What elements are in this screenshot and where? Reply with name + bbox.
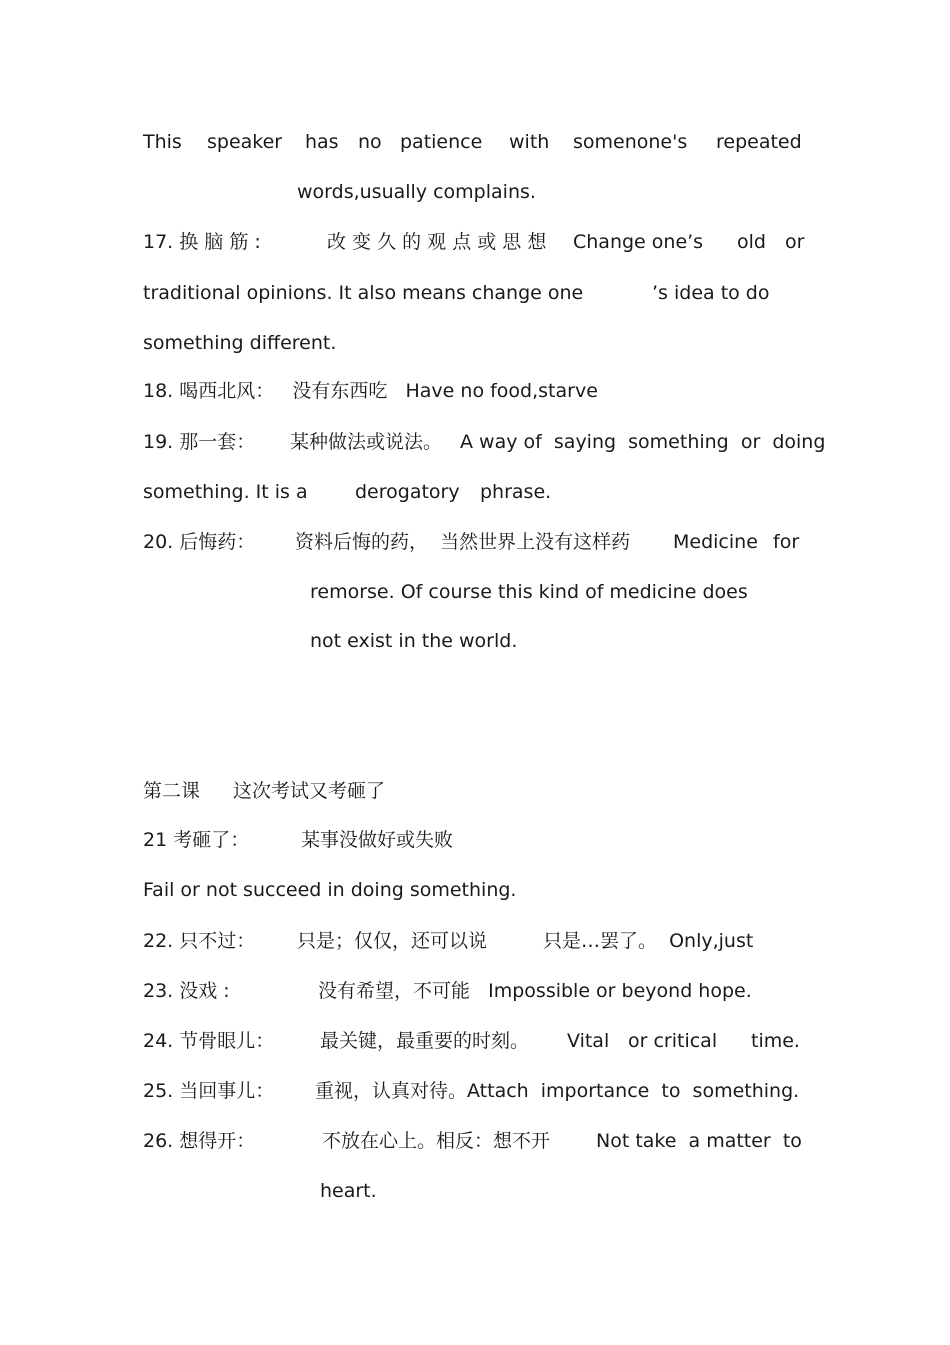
text-line: words,usually complains.: [297, 181, 536, 203]
lesson-number: 第二课: [143, 780, 201, 802]
entry-definition-en: Not take a matter to: [596, 1130, 802, 1152]
entry-term: 20. 后悔药：: [143, 531, 256, 553]
entry-term: 25. 当回事儿：: [143, 1080, 275, 1102]
entry-definition-cn: 只是；仅仅，还可以说: [297, 930, 488, 952]
entry-definition-cn: 资料后悔的药， 当然世界上没有这样药: [295, 531, 631, 553]
entry-term: 17. 换 脑 筋 :: [143, 231, 261, 253]
text-line: has: [305, 131, 339, 153]
entry-definition: 重视，认真对待。Attach importance to something.: [315, 1080, 800, 1102]
text-line: heart.: [320, 1180, 377, 1202]
lesson-title: 这次考试又考砸了: [233, 780, 386, 802]
entry-definition-en: Vital: [567, 1030, 610, 1052]
entry-term: 26. 想得开：: [143, 1130, 256, 1152]
text-line: phrase.: [480, 481, 552, 503]
entry-term: 21 考砸了：: [143, 829, 250, 851]
entry-definition-cn: 某种做法或说法。: [290, 431, 443, 453]
entry-definition-cn: 改 变 久 的 观 点 或 思 想: [327, 231, 547, 253]
text-line: something different.: [143, 332, 337, 354]
text-line: patience: [400, 131, 483, 153]
entry-line: 18. 喝西北风： 没有东西吃 Have no food,starve: [143, 380, 598, 402]
entry-definition-cn: 不放在心上。相反：想不开: [322, 1130, 551, 1152]
text-line: traditional opinions. It also means change one: [143, 282, 584, 304]
entry-term: 19. 那一套：: [143, 431, 256, 453]
entry-term: 22. 只不过：: [143, 930, 256, 952]
text-line: speaker: [207, 131, 283, 153]
entry-definition-en: Change one’s: [573, 231, 704, 253]
text-line: ’s idea to do: [652, 282, 770, 304]
entry-definition-en: for: [773, 531, 800, 553]
text-line: no: [358, 131, 382, 153]
entry-definition-cn: 只是…罢了。 Only,just: [543, 930, 754, 952]
text-line: something. It is a: [143, 481, 308, 503]
entry-definition-en: Medicine: [673, 531, 758, 553]
entry-definition-en: A way of saying something or doing: [460, 431, 826, 453]
text-line: Fail or not succeed in doing something.: [143, 879, 517, 901]
entry-definition-en: or critical: [628, 1030, 718, 1052]
text-line: This: [143, 131, 182, 153]
entry-definition-en: time.: [751, 1030, 800, 1052]
entry-term: 23. 没戏 :: [143, 980, 230, 1002]
entry-definition: 没有希望，不可能 Impossible or beyond hope.: [318, 980, 752, 1002]
entry-definition-cn: 最关键，最重要的时刻。: [320, 1030, 530, 1052]
entry-definition-en: or: [785, 231, 805, 253]
text-line: with: [509, 131, 550, 153]
text-line: derogatory: [355, 481, 460, 503]
entry-definition-en: old: [737, 231, 766, 253]
text-line: not exist in the world.: [310, 630, 518, 652]
entry-term: 24. 节骨眼儿：: [143, 1030, 275, 1052]
entry-definition-cn: 某事没做好或失败: [301, 829, 454, 851]
text-line: remorse. Of course this kind of medicine does: [310, 581, 748, 603]
text-line: repeated: [716, 131, 802, 153]
text-line: somenone's: [573, 131, 688, 153]
